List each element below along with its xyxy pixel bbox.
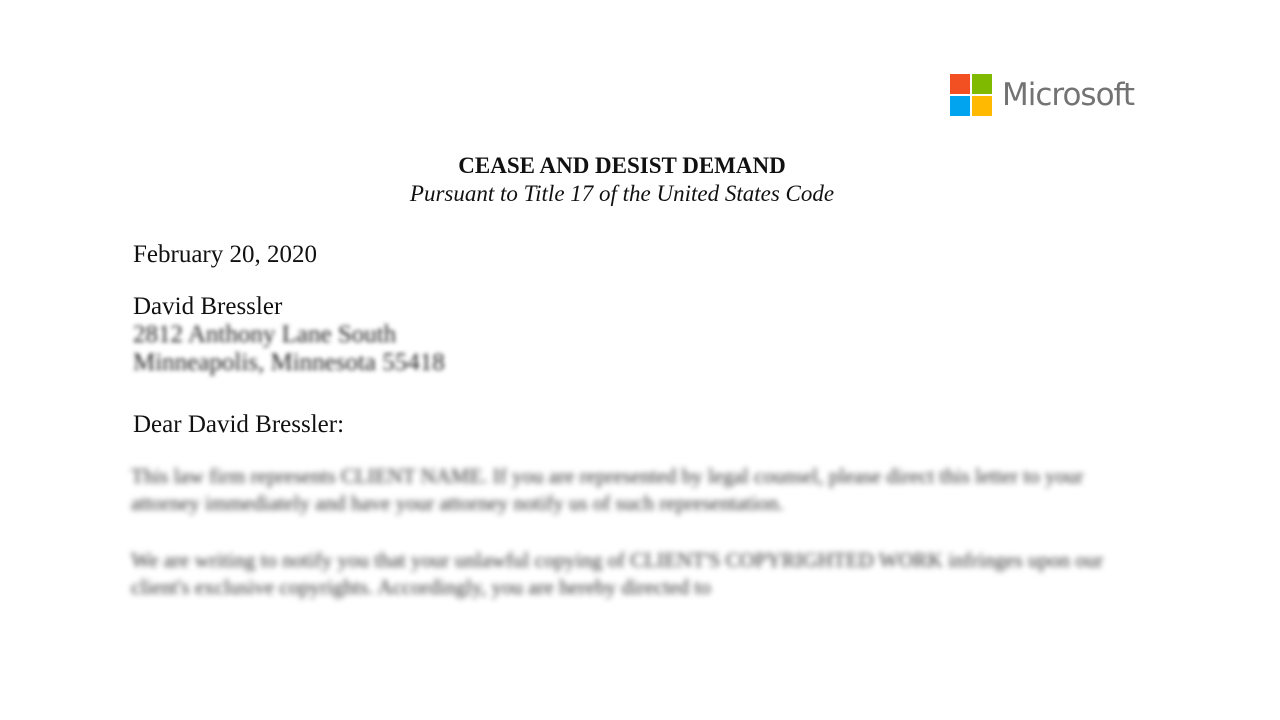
document-title: CEASE AND DESIST DEMAND <box>458 153 786 178</box>
document-heading <box>0 152 1244 208</box>
logo-square-green <box>972 74 992 94</box>
recipient-block <box>133 293 445 377</box>
logo-square-yellow <box>972 96 992 116</box>
recipient-name: David Bressler <box>133 293 283 320</box>
salutation: Dear David Bressler: <box>133 411 345 438</box>
microsoft-logo <box>950 74 1134 116</box>
logo-wordmark: Microsoft <box>1002 77 1135 113</box>
recipient-address-line1: 2812 Anthony Lane South <box>133 321 397 348</box>
recipient-address-line2: Minneapolis, Minnesota 55418 <box>133 349 445 376</box>
body-paragraph-2: We are writing to notify you that your unlawful copying of CLIENT'S COPYRIGHTED WORK infringes upon our client's exclusive copyrights. Accordingly, you are hereby directed to <box>131 548 1104 599</box>
windows-logo-icon <box>950 74 992 116</box>
logo-square-blue <box>950 96 970 116</box>
logo-square-red <box>950 74 970 94</box>
body-paragraph-1: This law firm represents CLIENT NAME. If you are represented by legal counsel, please direct this letter to your attorney immediately and have your attorney notify us of such representation. <box>131 464 1084 515</box>
document-subtitle: Pursuant to Title 17 of the United States Code <box>409 181 835 206</box>
letter-date: February 20, 2020 <box>133 241 317 268</box>
